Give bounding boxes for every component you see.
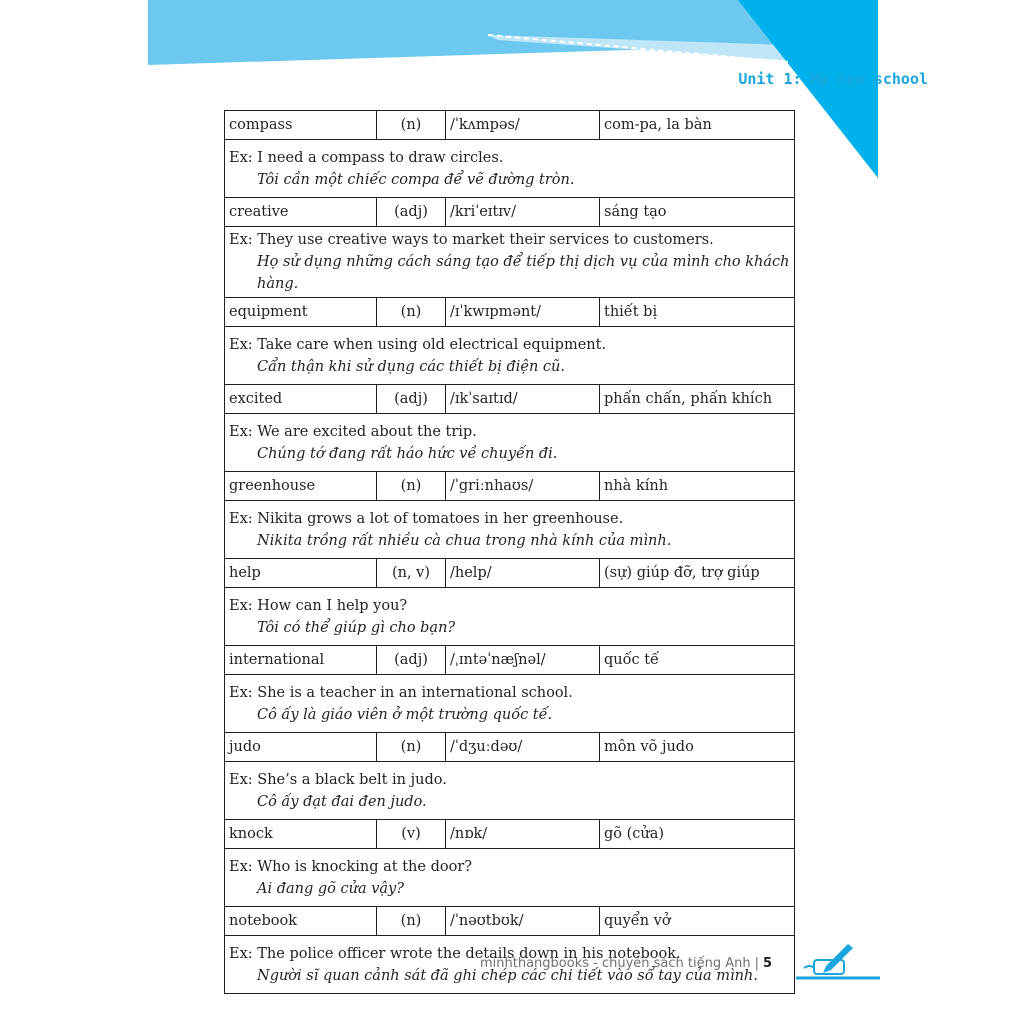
pen-writing-icon — [796, 938, 880, 984]
vocab-row — [225, 907, 795, 936]
example-english: Ex: Nikita grows a lot of tomatoes in her greenhouse. — [229, 510, 624, 527]
example-english: Ex: They use creative ways to market their services to customers. — [229, 232, 714, 248]
example-vietnamese: Họ sử dụng những cách sáng tạo để tiếp thị dịch vụ của mình cho khách hàng. — [257, 254, 790, 292]
example-vietnamese: Tôi cần một chiếc compa để vẽ đường tròn. — [257, 171, 575, 188]
vocab-meaning: com-pa, la bàn — [600, 111, 795, 140]
vocab-meaning: quyển vở — [600, 907, 795, 936]
example-english: Ex: She’s a black belt in judo. — [229, 771, 447, 788]
example-english: Ex: We are excited about the trip. — [229, 423, 477, 440]
vocab-meaning: quốc tế — [600, 646, 795, 675]
vocab-row — [225, 820, 795, 849]
example-row — [225, 327, 795, 385]
vocab-word: international — [225, 646, 377, 675]
example-row — [225, 762, 795, 820]
example-cell — [225, 414, 795, 472]
example-vietnamese: Chúng tớ đang rất háo hức về chuyến đi. — [257, 445, 558, 462]
example-english: Ex: How can I help you? — [229, 597, 408, 614]
vocab-part-of-speech: (adj) — [377, 385, 446, 414]
publisher-text: minhthangbooks - chuyên sách tiếng Anh — [480, 956, 751, 971]
vocab-part-of-speech: (adj) — [377, 646, 446, 675]
vocab-pronunciation: /ˌɪntəˈnæʃnəl/ — [446, 646, 600, 675]
vocab-row — [225, 111, 795, 140]
vocab-pronunciation: /help/ — [446, 559, 600, 588]
vocab-meaning: nhà kính — [600, 472, 795, 501]
vocab-part-of-speech: (n) — [377, 733, 446, 762]
vocab-part-of-speech: (n) — [377, 472, 446, 501]
vocab-pronunciation: /ˈnəʊtbʊk/ — [446, 907, 600, 936]
example-cell — [225, 227, 795, 298]
vocab-word: greenhouse — [225, 472, 377, 501]
vocab-word: compass — [225, 111, 377, 140]
vocab-pronunciation: /ˈkʌmpəs/ — [446, 111, 600, 140]
example-cell — [225, 140, 795, 198]
vocab-part-of-speech: (n) — [377, 111, 446, 140]
example-english: Ex: I need a compass to draw circles. — [229, 149, 504, 166]
page-number: 5 — [763, 956, 773, 971]
vocab-row — [225, 385, 795, 414]
vocab-word: creative — [225, 198, 377, 227]
vocab-row — [225, 472, 795, 501]
vocab-meaning: sáng tạo — [600, 198, 795, 227]
unit-title: Unit 1: My new school — [738, 70, 928, 88]
vocab-meaning: gõ (cửa) — [600, 820, 795, 849]
vocab-row — [225, 198, 795, 227]
example-cell — [225, 849, 795, 907]
example-row — [225, 227, 795, 298]
example-row — [225, 675, 795, 733]
vocab-part-of-speech: (n) — [377, 298, 446, 327]
example-vietnamese: Cô ấy đạt đai đen judo. — [257, 793, 427, 810]
vocab-meaning: phấn chấn, phấn khích — [600, 385, 795, 414]
vocab-meaning: môn võ judo — [600, 733, 795, 762]
vocab-word: help — [225, 559, 377, 588]
page-footer — [480, 956, 772, 971]
footer-separator: | — [754, 956, 760, 971]
vocab-row — [225, 559, 795, 588]
vocab-word: equipment — [225, 298, 377, 327]
example-english: Ex: The police officer wrote the details down in his notebook. — [229, 945, 681, 962]
vocab-word: excited — [225, 385, 377, 414]
vocab-pronunciation: /ˈgriːnhaʊs/ — [446, 472, 600, 501]
example-cell — [225, 327, 795, 385]
vocab-meaning: (sự) giúp đỡ, trợ giúp — [600, 559, 795, 588]
example-cell — [225, 675, 795, 733]
vocabulary-table — [224, 110, 795, 994]
example-english: Ex: Take care when using old electrical equipment. — [229, 336, 607, 353]
vocab-word: judo — [225, 733, 377, 762]
vocab-part-of-speech: (adj) — [377, 198, 446, 227]
vocab-row — [225, 733, 795, 762]
example-row — [225, 501, 795, 559]
example-cell — [225, 762, 795, 820]
vocab-word: knock — [225, 820, 377, 849]
vocab-row — [225, 646, 795, 675]
example-row — [225, 849, 795, 907]
vocab-pronunciation: /ˈdʒuːdəʊ/ — [446, 733, 600, 762]
vocab-part-of-speech: (n) — [377, 907, 446, 936]
example-english: Ex: She is a teacher in an international school. — [229, 684, 573, 701]
example-cell — [225, 588, 795, 646]
vocab-meaning: thiết bị — [600, 298, 795, 327]
example-vietnamese: Ai đang gõ cửa vậy? — [257, 880, 405, 897]
vocab-word: notebook — [225, 907, 377, 936]
vocab-pronunciation: /ɪkˈsaɪtɪd/ — [446, 385, 600, 414]
vocab-pronunciation: /ɪˈkwɪpmənt/ — [446, 298, 600, 327]
example-vietnamese: Người sĩ quan cảnh sát đã ghi chép các chi tiết vào sổ tay của mình. — [257, 967, 758, 984]
example-vietnamese: Cẩn thận khi sử dụng các thiết bị điện cũ. — [257, 358, 565, 375]
example-vietnamese: Tôi có thể giúp gì cho bạn? — [257, 619, 456, 636]
vocab-pronunciation: /kriˈeɪtɪv/ — [446, 198, 600, 227]
example-vietnamese: Cô ấy là giáo viên ở một trường quốc tế. — [257, 706, 553, 723]
example-row — [225, 588, 795, 646]
example-english: Ex: Who is knocking at the door? — [229, 858, 473, 875]
vocab-part-of-speech: (v) — [377, 820, 446, 849]
vocab-row — [225, 298, 795, 327]
example-vietnamese: Nikita trồng rất nhiều cà chua trong nhà kính của mình. — [257, 532, 672, 549]
example-row — [225, 414, 795, 472]
vocab-pronunciation: /nɒk/ — [446, 820, 600, 849]
example-cell — [225, 501, 795, 559]
vocab-part-of-speech: (n, v) — [377, 559, 446, 588]
example-row — [225, 140, 795, 198]
